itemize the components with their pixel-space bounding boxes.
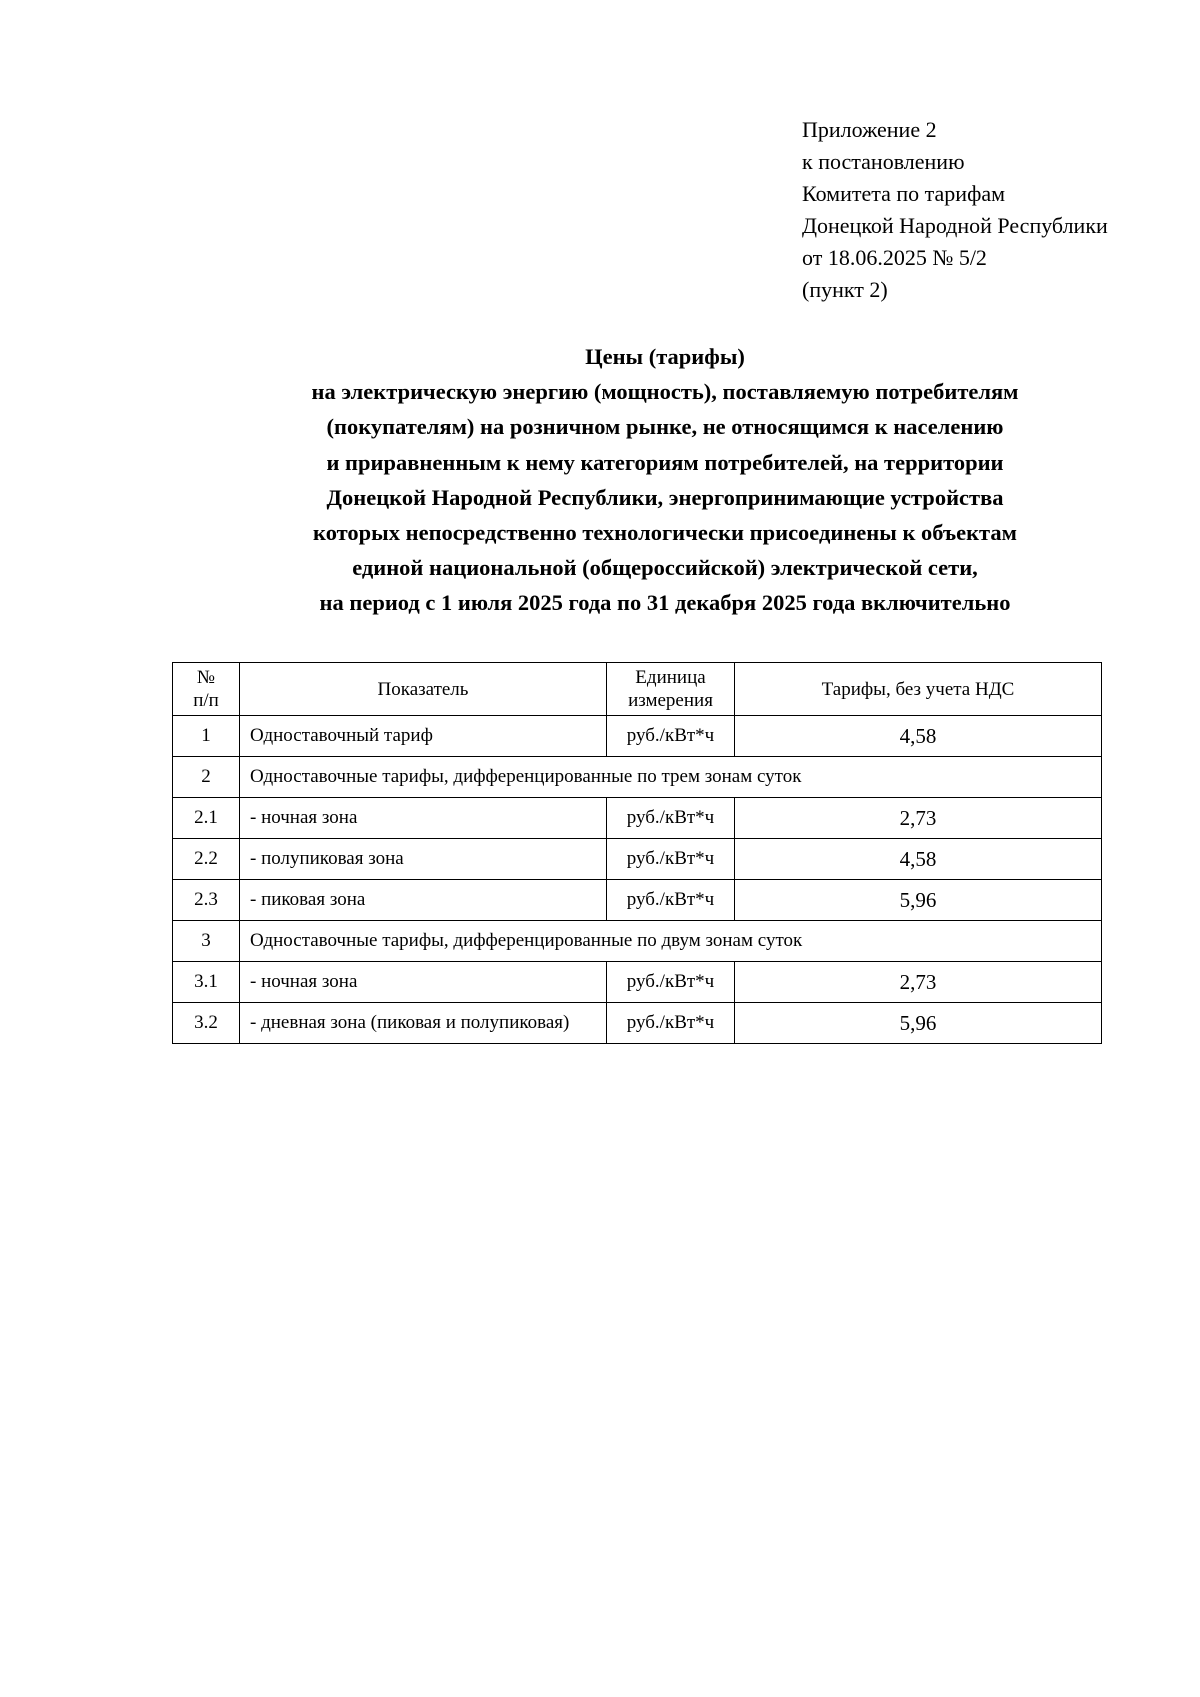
appendix-line: Приложение 2 — [802, 117, 937, 142]
title-line: Донецкой Народной Республики, энергопринимающие устройства — [326, 484, 1004, 510]
row-section-title: Одноставочные тарифы, дифференцированные по трем зонам суток — [240, 757, 1102, 798]
row-unit: руб./кВт*ч — [607, 962, 735, 1003]
title-line: на электрическую энергию (мощность), поставляемую потребителям — [311, 379, 1019, 405]
title-line: (покупателям) на розничном рынке, не относящимся к населению — [326, 414, 1004, 440]
row-section-title: Одноставочные тарифы, дифференцированные по двум зонам суток — [240, 921, 1102, 962]
table-row — [173, 1003, 1102, 1044]
row-number: 2 — [173, 757, 240, 798]
title-line: Цены (тарифы) — [585, 344, 745, 369]
appendix-line: к постановлению — [802, 149, 965, 174]
table-section-row — [173, 921, 1102, 962]
appendix-line: Донецкой Народной Республики — [802, 213, 1108, 238]
row-tariff-value: 4,58 — [735, 716, 1102, 757]
row-number: 3.2 — [173, 1003, 240, 1044]
appendix-block — [802, 114, 1108, 306]
row-unit: руб./кВт*ч — [607, 880, 735, 921]
header-num-line2: п/п — [193, 690, 219, 711]
table-row — [173, 839, 1102, 880]
header-num-line1: № — [196, 667, 216, 688]
row-indicator: - пиковая зона — [240, 880, 607, 921]
appendix-line: (пункт 2) — [802, 277, 888, 302]
row-number: 3.1 — [173, 962, 240, 1003]
appendix-line: от 18.06.2025 № 5/2 — [802, 245, 987, 270]
table-section-row — [173, 757, 1102, 798]
table-row — [173, 798, 1102, 839]
table-row — [173, 962, 1102, 1003]
header-unit-line1: Единица — [635, 667, 706, 688]
title-line: которых непосредственно технологически присоединены к объектам — [313, 520, 1017, 546]
title-line: на период с 1 июля 2025 года по 31 декабря 2025 года включительно — [319, 590, 1011, 616]
row-tariff-value: 5,96 — [735, 880, 1102, 921]
row-unit: руб./кВт*ч — [607, 839, 735, 880]
row-indicator: - полупиковая зона — [240, 839, 607, 880]
header-tariff: Тарифы, без учета НДС — [735, 663, 1102, 716]
row-unit: руб./кВт*ч — [607, 1003, 735, 1044]
row-number: 2.2 — [173, 839, 240, 880]
row-tariff-value: 5,96 — [735, 1003, 1102, 1044]
row-number: 1 — [173, 716, 240, 757]
table-header-row — [173, 663, 1102, 716]
row-tariff-value: 4,58 — [735, 839, 1102, 880]
row-number: 2.1 — [173, 798, 240, 839]
table-row — [173, 716, 1102, 757]
appendix-line: Комитета по тарифам — [802, 181, 1006, 206]
row-tariff-value: 2,73 — [735, 798, 1102, 839]
title-line: единой национальной (общероссийской) электрической сети, — [352, 555, 978, 581]
row-unit: руб./кВт*ч — [607, 798, 735, 839]
row-indicator: Одноставочный тариф — [240, 716, 607, 757]
row-unit: руб./кВт*ч — [607, 716, 735, 757]
table-row — [173, 880, 1102, 921]
row-tariff-value: 2,73 — [735, 962, 1102, 1003]
header-indicator: Показатель — [240, 663, 607, 716]
row-number: 3 — [173, 921, 240, 962]
row-number: 2.3 — [173, 880, 240, 921]
row-indicator: - ночная зона — [240, 798, 607, 839]
row-indicator: - дневная зона (пиковая и полупиковая) — [240, 1003, 607, 1044]
row-indicator: - ночная зона — [240, 962, 607, 1003]
header-num — [173, 663, 240, 716]
title-line: и приравненным к нему категориям потребителей, на территории — [326, 449, 1004, 475]
header-unit-line2: измерения — [628, 690, 713, 711]
header-unit — [607, 663, 735, 716]
document-title — [200, 339, 1130, 621]
tariff-table — [172, 662, 1102, 1044]
